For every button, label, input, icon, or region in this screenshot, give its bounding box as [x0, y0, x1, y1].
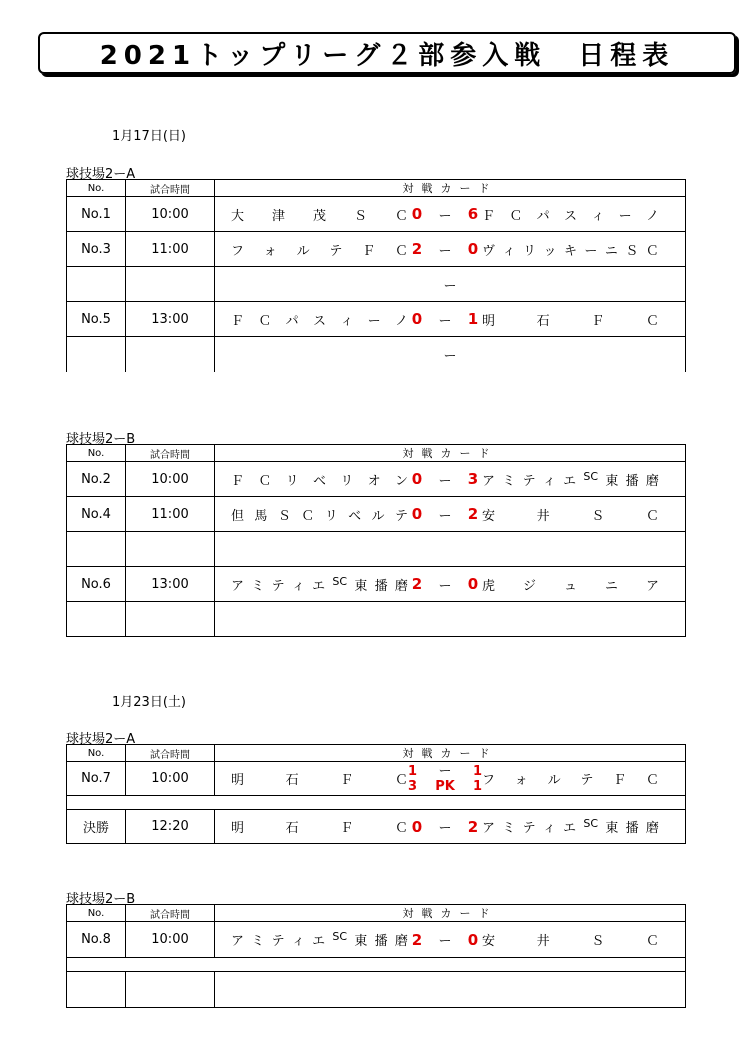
- match-card: [215, 337, 686, 372]
- table-row: [67, 922, 686, 958]
- header-row: [67, 905, 686, 922]
- match-no: No.4: [67, 497, 126, 532]
- table-row: [67, 567, 686, 602]
- match-no: [67, 267, 126, 302]
- match-card: [215, 922, 686, 958]
- match-time: 13:00: [126, 567, 215, 602]
- match-no: No.7: [67, 762, 126, 796]
- score-dash: ー: [438, 508, 452, 524]
- away-score: 2: [467, 505, 479, 523]
- match-time: 10:00: [126, 762, 215, 796]
- home-team: ア ミ テ ィ エ SC 東 播 磨: [231, 574, 408, 594]
- schedule-table: [66, 904, 686, 1008]
- match-no: [67, 337, 126, 372]
- away-team: 安 井 Ｓ Ｃ: [482, 934, 659, 949]
- match-no: No.6: [67, 567, 126, 602]
- header-card: 対戦カード: [215, 445, 686, 462]
- match-time: 11:00: [126, 232, 215, 267]
- match-card-inner: [215, 505, 685, 524]
- date-label: 1月23日(土): [112, 695, 186, 710]
- home-team: Ｆ Ｃ パ ス ィ ー ノ: [231, 313, 408, 329]
- empty-cell: [67, 972, 126, 1008]
- match-time: 13:00: [126, 302, 215, 337]
- table-row: [67, 232, 686, 267]
- header-time: 試合時間: [126, 745, 215, 762]
- spacer-cell: [67, 958, 686, 972]
- home-score: 2: [411, 240, 423, 258]
- match-card: [215, 497, 686, 532]
- match-no: 決勝: [67, 810, 126, 844]
- match-card: [215, 602, 686, 637]
- header-row: [67, 745, 686, 762]
- match-card: [215, 232, 686, 267]
- away-team: ア ミ テ ィ エ SC 東 播 磨: [482, 469, 659, 489]
- match-no: No.8: [67, 922, 126, 958]
- header-no: No.: [67, 745, 126, 762]
- away-score: 1: [467, 310, 479, 328]
- home-score: 0: [411, 817, 423, 836]
- home-team: 明 石 Ｆ Ｃ: [231, 821, 408, 836]
- match-card: [215, 810, 686, 844]
- match-card-inner: [215, 470, 685, 489]
- score-line: [408, 764, 482, 779]
- table-row: [67, 497, 686, 532]
- score-block: [408, 764, 482, 794]
- score-dash: ー: [438, 578, 452, 594]
- match-time: 10:00: [126, 197, 215, 232]
- away-score: 0: [467, 575, 479, 593]
- field-label: 球技場2ーA: [66, 167, 136, 182]
- match-card: [215, 267, 686, 302]
- score-dash: ー: [438, 821, 452, 836]
- pk-home-score: 3: [408, 778, 418, 794]
- empty-cell: [126, 972, 215, 1008]
- match-time: 10:00: [126, 462, 215, 497]
- away-score: 0: [467, 930, 479, 949]
- pk-label: PK: [435, 778, 455, 794]
- home-score: 2: [411, 930, 423, 949]
- match-card-inner: [215, 310, 685, 329]
- field-label: 球技場2ーB: [66, 892, 136, 907]
- home-score: 1: [408, 763, 418, 779]
- table-row: [67, 197, 686, 232]
- match-no: No.3: [67, 232, 126, 267]
- away-team: Ｆ Ｃ パ ス ィ ー ノ: [482, 208, 659, 224]
- home-team: フ ォ ル テ Ｆ Ｃ: [231, 243, 408, 259]
- header-card: 対戦カード: [215, 180, 686, 197]
- score-dash: ー: [438, 763, 452, 779]
- score-dash: ー: [438, 934, 452, 949]
- header-time: 試合時間: [126, 180, 215, 197]
- spacer-cell: [67, 796, 686, 810]
- match-card-inner: [215, 240, 685, 259]
- match-card: [215, 197, 686, 232]
- match-time: [126, 532, 215, 567]
- spacer-row: [67, 958, 686, 972]
- home-score: 0: [411, 470, 423, 488]
- match-time: [126, 337, 215, 372]
- away-team: 安 井 Ｓ Ｃ: [482, 508, 659, 524]
- table-row: [67, 267, 686, 302]
- pk-line: [408, 779, 482, 794]
- score-dash: ー: [443, 278, 457, 294]
- match-card-inner: [215, 817, 685, 836]
- table-row: [67, 762, 686, 796]
- pk-away-score: 1: [472, 778, 482, 794]
- match-card-inner: [215, 764, 685, 794]
- header-time: 試合時間: [126, 905, 215, 922]
- home-team: ア ミ テ ィ エ SC 東 播 磨: [231, 930, 408, 949]
- away-score: 3: [467, 470, 479, 488]
- match-card: [215, 567, 686, 602]
- score-dash: ー: [443, 348, 457, 364]
- match-time: [126, 602, 215, 637]
- home-score: 0: [411, 505, 423, 523]
- table-row: [67, 337, 686, 372]
- header-no: No.: [67, 445, 126, 462]
- away-score: 0: [467, 240, 479, 258]
- home-score: 0: [411, 310, 423, 328]
- page-title: 2021トップリーグ２部参入戦 日程表: [99, 40, 675, 71]
- match-time: 12:20: [126, 810, 215, 844]
- away-team: ヴ ィ リ ッ キ ー ニ Ｓ Ｃ: [482, 243, 659, 259]
- match-time: [126, 267, 215, 302]
- table-row: [67, 302, 686, 337]
- match-no: No.5: [67, 302, 126, 337]
- table-row: [67, 810, 686, 844]
- schedule-table: [66, 744, 686, 844]
- table-row: [67, 532, 686, 567]
- score-dash: ー: [438, 473, 452, 489]
- match-card: [215, 762, 686, 796]
- home-score: 0: [411, 205, 423, 223]
- empty-cell: [215, 972, 686, 1008]
- match-time: 10:00: [126, 922, 215, 958]
- match-no: [67, 532, 126, 567]
- away-team: フ ォ ル テ Ｆ Ｃ: [482, 773, 659, 788]
- home-team: 明 石 Ｆ Ｃ: [231, 773, 408, 788]
- spacer-row: [67, 796, 686, 810]
- match-no: [67, 602, 126, 637]
- away-team: 虎 ジ ュ ニ ア: [482, 578, 659, 594]
- home-score: 2: [411, 575, 423, 593]
- match-card: [215, 532, 686, 567]
- match-card-inner: [215, 575, 685, 594]
- header-card: 対戦カード: [215, 745, 686, 762]
- score-dash: ー: [438, 208, 452, 224]
- score-dash: ー: [438, 313, 452, 329]
- table-row: [67, 602, 686, 637]
- header-row: [67, 445, 686, 462]
- match-card-inner: [215, 930, 685, 949]
- score-dash: ー: [438, 243, 452, 259]
- date-label: 1月17日(日): [112, 129, 186, 144]
- match-card-inner: [215, 205, 685, 224]
- table-row: [67, 972, 686, 1008]
- match-card: [215, 302, 686, 337]
- match-no: No.1: [67, 197, 126, 232]
- header-card: 対戦カード: [215, 905, 686, 922]
- header-no: No.: [67, 180, 126, 197]
- away-score: 6: [467, 205, 479, 223]
- header-time: 試合時間: [126, 445, 215, 462]
- away-team: ア ミ テ ィ エ SC 東 播 磨: [482, 817, 659, 836]
- field-label: 球技場2ーB: [66, 432, 136, 447]
- match-no: No.2: [67, 462, 126, 497]
- schedule-table: [66, 444, 686, 637]
- title-box: [38, 32, 736, 74]
- away-team: 明 石 Ｆ Ｃ: [482, 313, 659, 329]
- away-score: 1: [472, 763, 482, 779]
- table-row: [67, 462, 686, 497]
- schedule-table: [66, 179, 686, 372]
- match-time: 11:00: [126, 497, 215, 532]
- header-row: [67, 180, 686, 197]
- match-card: [215, 462, 686, 497]
- home-team: 但 馬 Ｓ Ｃ リ ベ ル テ: [231, 508, 408, 524]
- header-no: No.: [67, 905, 126, 922]
- field-label: 球技場2ーA: [66, 732, 136, 747]
- home-team: 大 津 茂 Ｓ Ｃ: [231, 208, 408, 224]
- away-score: 2: [467, 817, 479, 836]
- home-team: Ｆ Ｃ リ ベ リ オ ン: [231, 473, 408, 489]
